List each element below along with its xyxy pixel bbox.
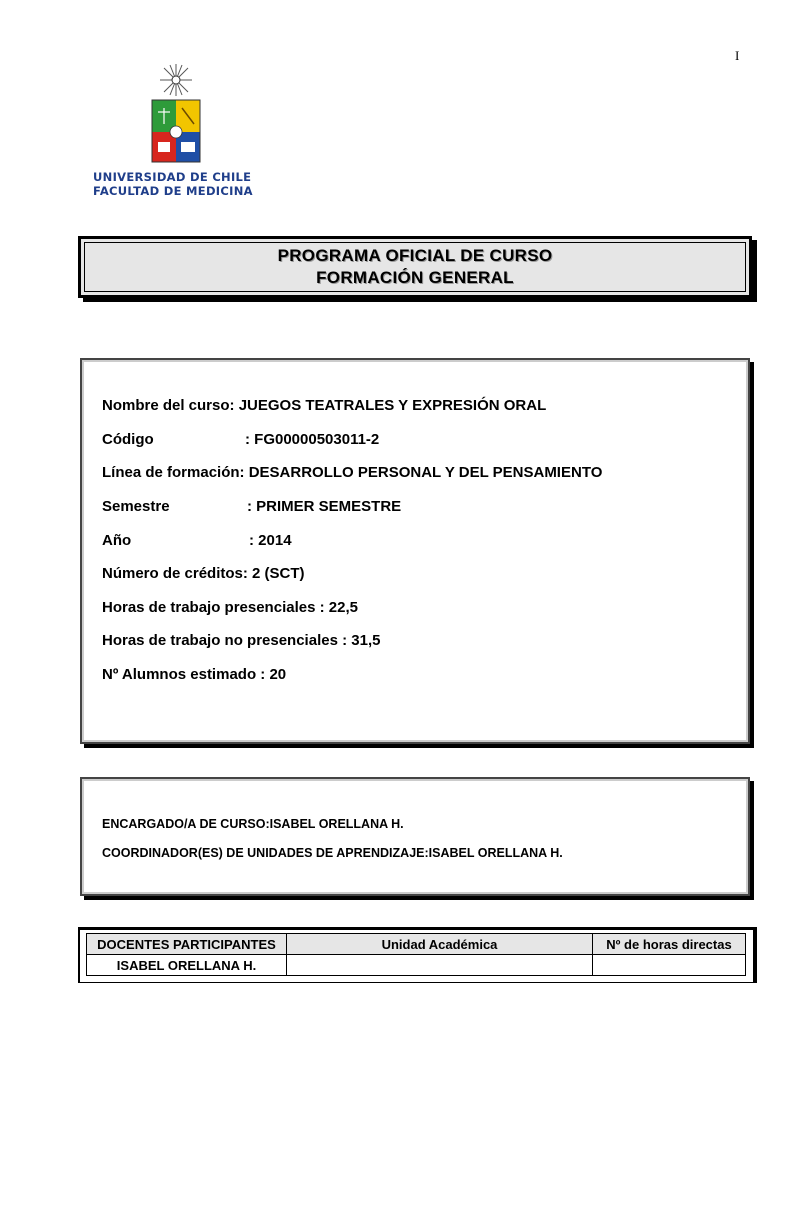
unidad-cell	[287, 955, 593, 976]
staff-info-box	[80, 777, 750, 896]
course-semester-label: Semestre	[102, 498, 170, 515]
course-credits-row	[102, 565, 305, 582]
course-line-label: Línea de formación:	[102, 464, 245, 481]
course-code-label: Código	[102, 431, 154, 448]
course-info-box	[80, 358, 750, 744]
course-semester-row	[102, 498, 401, 515]
document-title-box	[78, 236, 752, 298]
page-number: I	[735, 48, 740, 63]
course-students-row	[102, 666, 286, 683]
header-unidad: Unidad Académica	[287, 934, 593, 955]
docentes-header-row	[87, 934, 746, 955]
course-manager-row	[102, 817, 404, 831]
course-year-label: Año	[102, 532, 132, 549]
coordinator-row	[102, 846, 563, 860]
title-line-1: PROGRAMA OFICIAL DE CURSO	[277, 246, 553, 265]
docentes-table	[86, 933, 746, 976]
course-semester-value: : PRIMER SEMESTRE	[247, 498, 402, 515]
course-manager-value: ISABEL ORELLANA H.	[269, 817, 404, 831]
university-crest-logo	[148, 62, 204, 164]
course-code-row	[102, 431, 379, 448]
course-credits-value: 2 (SCT)	[252, 565, 305, 582]
course-year-row	[102, 532, 292, 549]
docente-name-cell: ISABEL ORELLANA H.	[87, 955, 287, 976]
course-name-label: Nombre del curso:	[102, 397, 235, 414]
course-hours-nopres-value: : 31,5	[342, 632, 381, 649]
course-manager-separator: :	[265, 817, 270, 831]
course-manager-label: ENCARGADO/A DE CURSO	[102, 817, 266, 831]
faculty-name: FACULTAD DE MEDICINA	[93, 184, 253, 198]
course-credits-label: Número de créditos:	[102, 565, 248, 582]
coordinator-value: ISABEL ORELLANA H.	[428, 846, 563, 860]
header-docentes: DOCENTES PARTICIPANTES	[87, 934, 287, 955]
course-hours-pres-row	[102, 599, 358, 616]
course-name-value: JUEGOS TEATRALES Y EXPRESIÓN ORAL	[238, 397, 547, 414]
course-code-value: : FG00000503011-2	[245, 431, 380, 448]
course-name-row	[102, 397, 546, 414]
course-hours-pres-value: : 22,5	[319, 599, 358, 616]
course-hours-nopres-label: Horas de trabajo no presenciales	[102, 632, 338, 649]
course-line-value: DESARROLLO PERSONAL Y DEL PENSAMIENTO	[248, 464, 603, 481]
course-line-row	[102, 464, 602, 481]
institution-name	[93, 170, 253, 198]
title-line-2: FORMACIÓN GENERAL	[316, 268, 514, 287]
table-row	[87, 955, 746, 976]
header-horas: Nº de horas directas	[593, 934, 746, 955]
course-hours-nopres-row	[102, 632, 380, 649]
course-students-label: Nº Alumnos estimado	[102, 666, 257, 683]
coordinator-label: COORDINADOR(ES) DE UNIDADES DE APRENDIZAJE:	[102, 846, 429, 860]
course-hours-pres-label: Horas de trabajo presenciales	[102, 599, 316, 616]
course-students-value: : 20	[260, 666, 287, 683]
university-name: UNIVERSIDAD DE CHILE	[93, 170, 252, 184]
course-year-value: : 2014	[249, 532, 292, 549]
horas-cell	[593, 955, 746, 976]
